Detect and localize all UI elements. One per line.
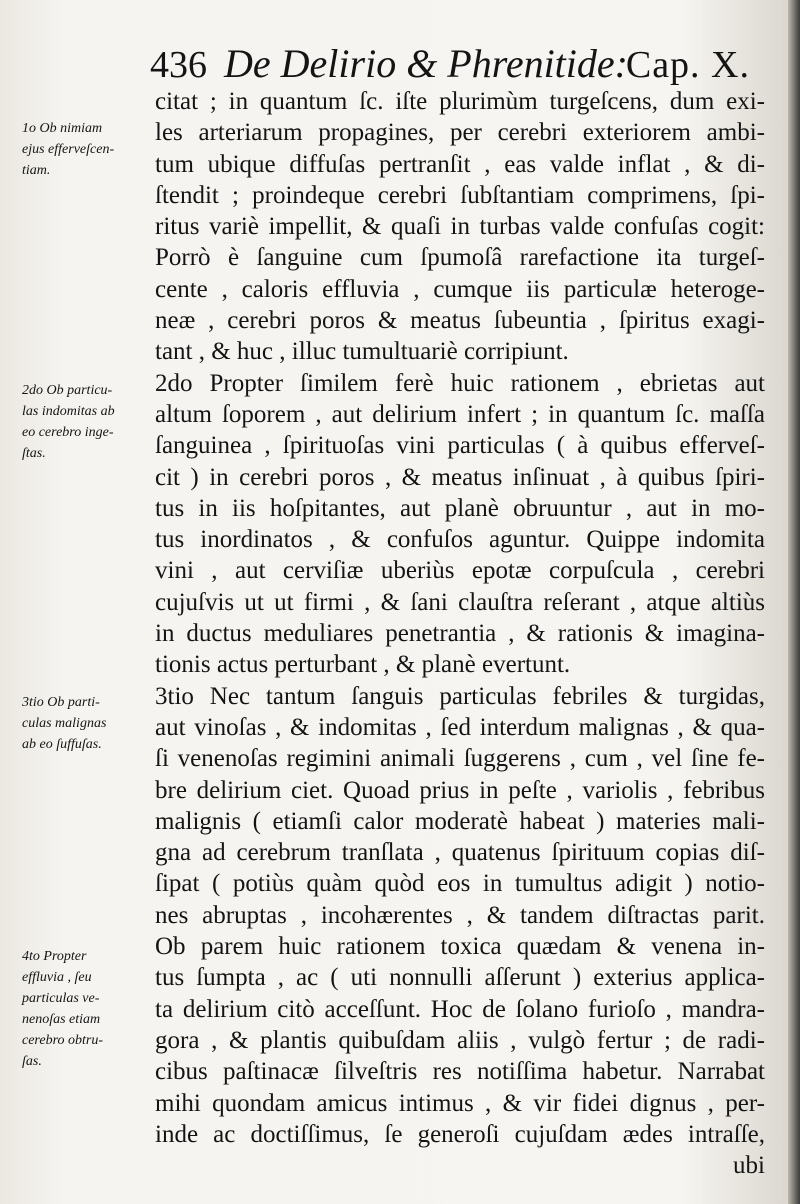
chapter-label: Cap. X. bbox=[625, 44, 750, 86]
margin-note-line: 2do Ob particu- bbox=[22, 383, 113, 398]
text-line: tum ubique diffuſas pertranſit , eas valde inflat , & di- bbox=[155, 150, 765, 178]
text-line: neæ , cerebri poros & meatus ſubeuntia , ſpiritus exagi- bbox=[155, 307, 765, 335]
margin-note-line: effluvia , ſeu bbox=[22, 970, 92, 985]
margin-note bbox=[22, 118, 152, 181]
text-line: 2do Propter ſimilem ferè huic rationem , ebrietas aut bbox=[155, 369, 765, 397]
text-line: cujuſvis ut ut firmi , & ſani clauſtra reſerant , atque altiùs bbox=[155, 588, 765, 616]
text-line: ſtendit ; proindeque cerebri ſubſtantiam comprimens, ſpi- bbox=[155, 181, 765, 209]
text-line: Ob parem huic rationem toxica quædam & venena in- bbox=[155, 933, 765, 961]
text-line: Porrò è ſanguine cum ſpumoſâ rarefactione ita turgeſ- bbox=[155, 244, 765, 272]
text-line: ſi venenoſas regimini animali ſuggerens , cum , vel ſine fe- bbox=[155, 745, 765, 773]
page-edge-shadow bbox=[788, 0, 800, 1204]
text-line: gora , & plantis quibuſdam aliis , vulgò fertur ; de radi- bbox=[155, 1026, 765, 1054]
margin-note-line: ſtas. bbox=[22, 446, 46, 461]
text-line: in ductus meduliares penetrantia , & rationis & imagina- bbox=[155, 620, 765, 648]
text-line: tionis actus perturbant , & planè evertunt. bbox=[155, 651, 571, 679]
page-number: 436 bbox=[150, 44, 207, 86]
margin-note-line: particulas ve- bbox=[22, 991, 100, 1006]
margin-note-line: ſas. bbox=[22, 1054, 42, 1069]
text-line: malignis ( etiamſi calor moderatè habeat ) materies mali- bbox=[155, 807, 765, 835]
margin-note-line: 3tio Ob parti- bbox=[22, 695, 100, 710]
body-text bbox=[155, 86, 765, 1181]
margin-note-line: ab eo ſuffuſas. bbox=[22, 737, 102, 752]
text-line: aut vinoſas , & indomitas , ſed interdum malignas , & qua- bbox=[155, 713, 765, 741]
text-line: cit ) in cerebri poros , & meatus inſinuat , à quibus ſpiri- bbox=[155, 463, 765, 491]
text-line: cente , caloris effluvia , cumque iis particulæ heteroge- bbox=[155, 275, 765, 303]
text-line: inde ac doctiſſimus, ſe generoſi cujuſdam ædes intraſſe, bbox=[155, 1120, 765, 1148]
margin-note-line: eo cerebro inge- bbox=[22, 425, 114, 440]
margin-note-line: culas malignas bbox=[22, 716, 107, 731]
text-line: les arteriarum propagines, per cerebri exteriorem ambi- bbox=[155, 119, 765, 147]
margin-note-line: 4to Propter bbox=[22, 949, 87, 964]
text-line: tus ſumpta , ac ( uti nonnulli aſſerunt ) exterius applica- bbox=[155, 964, 765, 992]
margin-note bbox=[22, 946, 152, 1072]
text-line: ſanguinea , ſpirituoſas vini particulas ( à quibus efferveſ- bbox=[155, 432, 765, 460]
text-line: mihi quondam amicus intimus , & vir fidei dignus , per- bbox=[155, 1089, 765, 1117]
text-line: altum ſoporem , aut delirium infert ; in quantum ſc. maſſa bbox=[155, 400, 765, 428]
text-line: bre delirium ciet. Quoad prius in peſte , variolis , febribus bbox=[155, 776, 765, 804]
running-title: De Delirio & Phrenitide: bbox=[224, 41, 628, 86]
margin-note-line: las indomitas ab bbox=[22, 404, 115, 419]
text-line: tus inordinatos , & confuſos aguntur. Quippe indomita bbox=[155, 526, 765, 554]
margin-note-line: 1o Ob nimiam bbox=[22, 121, 103, 136]
text-line: citat ; in quantum ſc. iſte plurimùm turgeſcens, dum exi- bbox=[155, 88, 765, 115]
margin-note-line: nenoſas etiam bbox=[22, 1012, 101, 1027]
text-line: tant , & huc , illuc tumultuariè corripiunt. bbox=[155, 338, 569, 366]
margin-note-line: ejus efferveſcen- bbox=[22, 142, 115, 157]
text-line: tus in iis hoſpitantes, aut planè obruuntur , aut in mo- bbox=[155, 494, 765, 522]
text-line: ta delirium citò acceſſunt. Hoc de ſolano furioſo , mandra- bbox=[155, 995, 765, 1023]
text-line: nes abruptas , incohærentes , & tandem diſtractas parit. bbox=[155, 901, 765, 929]
text-line: 3tio Nec tantum ſanguis particulas febriles & turgidas, bbox=[155, 682, 765, 710]
text-line: gna ad cerebrum tranſlata , quatenus ſpirituum copias diſ- bbox=[155, 839, 765, 867]
text-line: ritus variè impellit, & quaſi in turbas valde confuſas cogit: bbox=[155, 213, 765, 241]
margin-note bbox=[22, 692, 152, 755]
catchword: ubi bbox=[733, 1152, 765, 1180]
margin-note bbox=[22, 380, 152, 464]
text-line: vini , aut cerviſiæ uberiùs epotæ corpuſcula , cerebri bbox=[155, 557, 765, 585]
margin-note-line: cerebro obtru- bbox=[22, 1033, 103, 1048]
text-line: cibus paſtinacæ ſilveſtris res notiſſima habetur. Narrabat bbox=[155, 1058, 765, 1086]
text-line: ſipat ( potiùs quàm quòd eos in tumultus adigit ) notio- bbox=[155, 870, 765, 898]
margin-note-line: tiam. bbox=[22, 163, 51, 178]
